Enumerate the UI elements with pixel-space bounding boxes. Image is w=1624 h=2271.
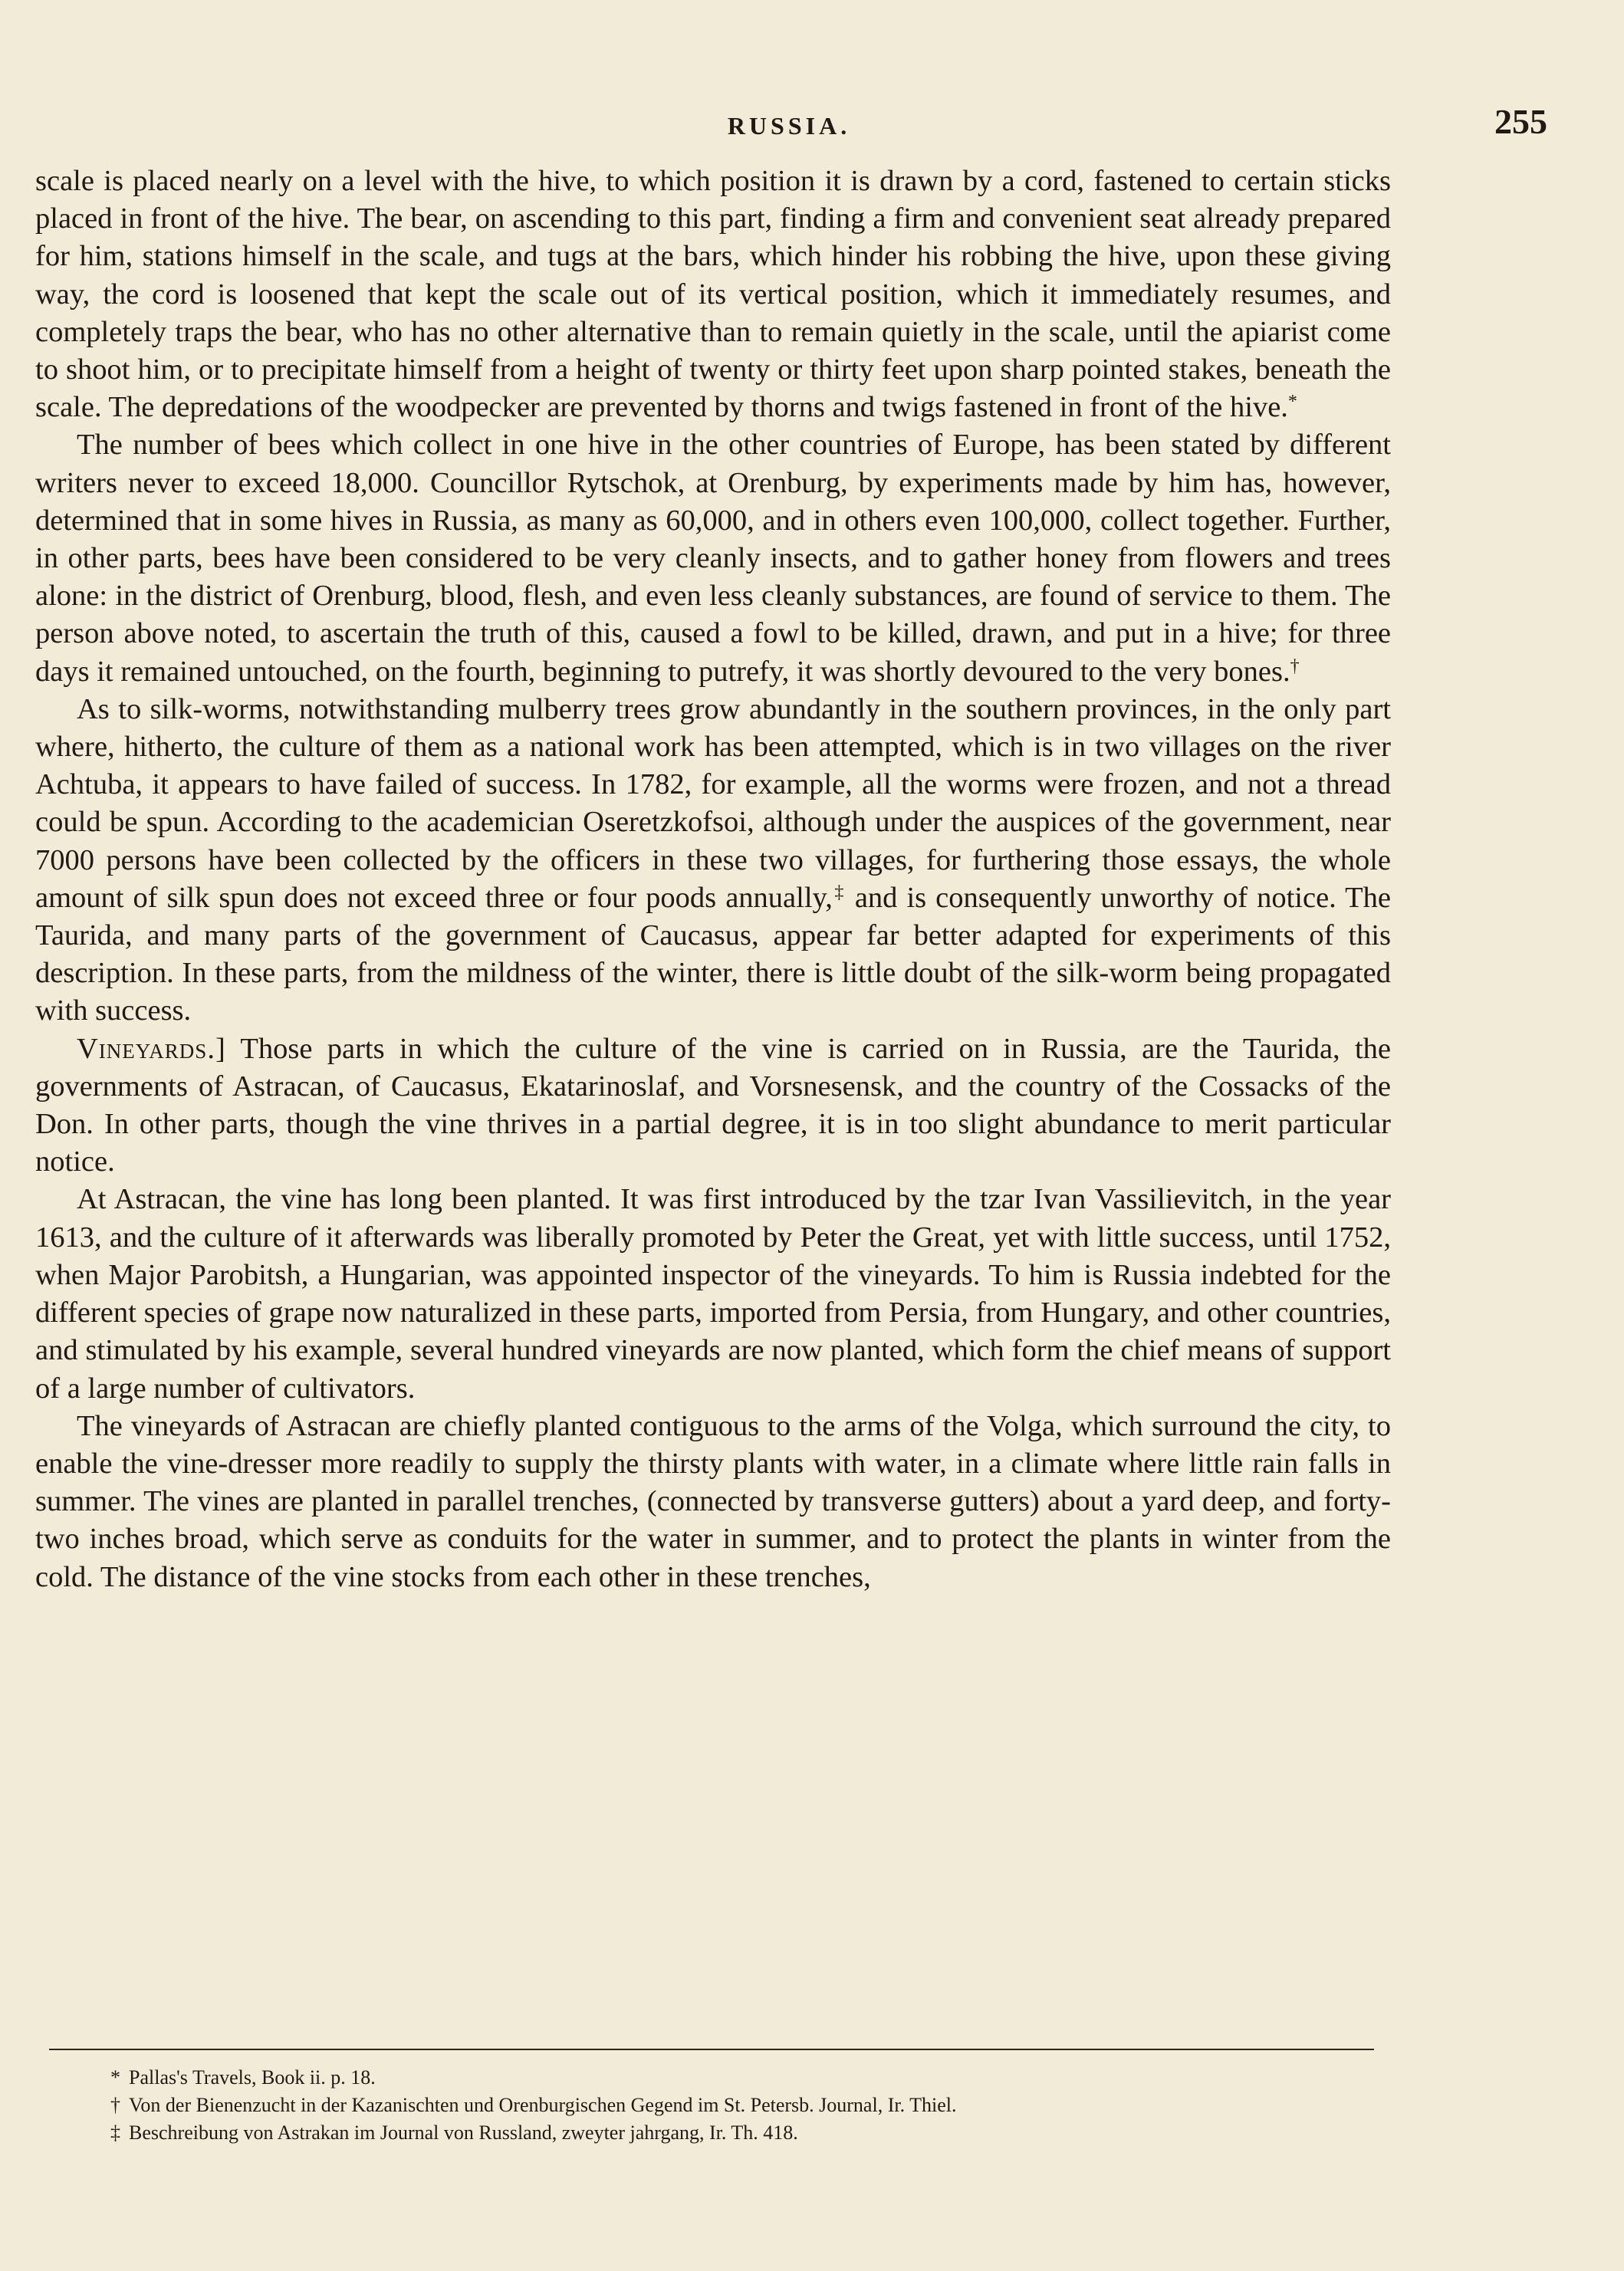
paragraph-vineyards: [35, 1030, 1391, 1182]
paragraph-silk-worms: [35, 691, 1391, 1030]
paragraph-text: and is consequently unworthy of notice. The Taurida, and many parts of the government of Caucasus, appear far better adapted for experiments of this description. In these parts, from the mildness of the winter, there is little doubt of the silk-worm being propagated with success.: [35, 881, 1392, 1027]
footnote-mark: †: [110, 2094, 120, 2116]
footnote-ref: *: [1287, 392, 1297, 412]
paragraph-text: The number of bees which collect in one hive in the other countries of Europe, has been stated by different writers never to exceed 18,000. Councillor Rytschok, at Orenburg, by experiments made by him has, however, determined that in some hives in Russia, as many as 60,000, and in others even 100,000, collect together. Further, in other parts, bees have been considered to be very cleanly insects, and to gather honey from flowers and trees alone: in the district of Orenburg, blood, flesh, and even less cleanly substances, are found of service to them. The person above noted, to ascertain the truth of this, caused a fowl to be killed, drawn, and put in a hive; for three days it remained untouched, on the fourth, beginning to putrefy, it was shortly devoured to the very bones.: [35, 429, 1391, 688]
paragraph-vineyards-volga: [35, 1408, 1391, 1596]
section-heading: Vineyards.]: [77, 1032, 226, 1065]
footnote-mark: *: [110, 2066, 120, 2089]
paragraph-text: scale is placed nearly on a level with the hive, to which position it is drawn by a cord, fastened to certain sticks placed in front of the hive. The bear, on ascending to this part, finding a firm and convenient seat already prepared for him, stations himself in the scale, and tugs at the bars, which hinder his robbing the hive, upon these giving way, the cord is loosened that kept the scale out of its vertical position, which it immediately resumes, and completely traps the bear, who has no other alternative than to remain quietly in the scale, until the apiarist come to shoot him, or to precipitate himself from a height of twenty or thirty feet upon sharp pointed stakes, beneath the scale. The depredations of the woodpecker are prevented by thorns and twigs fastened in front of the hive.: [35, 165, 1391, 424]
footnote: [110, 2119, 1337, 2147]
paragraph-bear-trap: [35, 163, 1391, 426]
page-header: [31, 101, 1547, 147]
paragraph-text: Those parts in which the culture of the vine is carried on in Russia, are the Taurida, the governments of Astracan, of Caucasus, Ekatarinoslaf, and Vorsnesensk, and the country of the Cossacks of the Don. In other parts, though the vine thrives in a partial degree, it is in too slight abundance to merit particular notice.: [35, 1032, 1391, 1178]
footnote-divider: [49, 2049, 1374, 2050]
footnote: [110, 2064, 1337, 2092]
footnote-text: Pallas's Travels, Book ii. p. 18.: [129, 2066, 376, 2089]
page-number: 255: [1494, 102, 1547, 141]
footnotes: [110, 2064, 1337, 2147]
footnote: [110, 2092, 1337, 2119]
body-text: [35, 163, 1391, 1596]
footnote-ref: ‡: [832, 882, 846, 902]
footnote-mark: ‡: [110, 2121, 120, 2144]
paragraph-astracan: [35, 1181, 1391, 1407]
paragraph-text: The vineyards of Astracan are chiefly planted contiguous to the arms of the Volga, which surround the city, to enable the vine-dresser more readily to supply the thirsty plants with water, in a climate where little rain falls in summer. The vines are planted in parallel trenches, (connected by transverse gutters) about a yard deep, and forty-two inches broad, which serve as conduits for the water in summer, and to protect the plants in winter from the cold. The distance of the vine stocks from each other in these trenches,: [35, 1409, 1391, 1593]
paragraph-bees: [35, 426, 1391, 690]
running-head: RUSSIA.: [727, 112, 851, 140]
footnote-text: Beschreibung von Astrakan im Journal von Russland, zweyter jahrgang, Ir. Th. 418.: [129, 2121, 798, 2144]
footnote-ref: †: [1290, 656, 1300, 676]
footnote-text: Von der Bienenzucht in der Kazanischten und Orenburgischen Gegend im St. Petersb. Journal, Ir. Thiel.: [129, 2094, 957, 2116]
paragraph-text: As to silk-worms, notwithstanding mulberry trees grow abundantly in the southern provinces, in the only part where, hitherto, the culture of them as a national work has been attempted, which is in two villages on the river Achtuba, it appears to have failed of success. In 1782, for example, all the worms were frozen, and not a thread could be spun. According to the academician Oseretzkofsoi, although under the auspices of the government, near 7000 persons have been collected by the officers in these two villages, for furthering those essays, the whole amount of silk spun does not exceed three or four poods annually,: [35, 692, 1391, 914]
paragraph-text: At Astracan, the vine has long been planted. It was first introduced by the tzar Ivan Vassilievitch, in the year 1613, and the culture of it afterwards was liberally promoted by Peter the Great, yet with little success, until 1752, when Major Parobitsh, a Hungarian, was appointed inspector of the vineyards. To him is Russia indebted for the different species of grape now naturalized in these parts, imported from Persia, from Hungary, and other countries, and stimulated by his example, several hundred vineyards are now planted, which form the chief means of support of a large number of cultivators.: [35, 1183, 1391, 1405]
